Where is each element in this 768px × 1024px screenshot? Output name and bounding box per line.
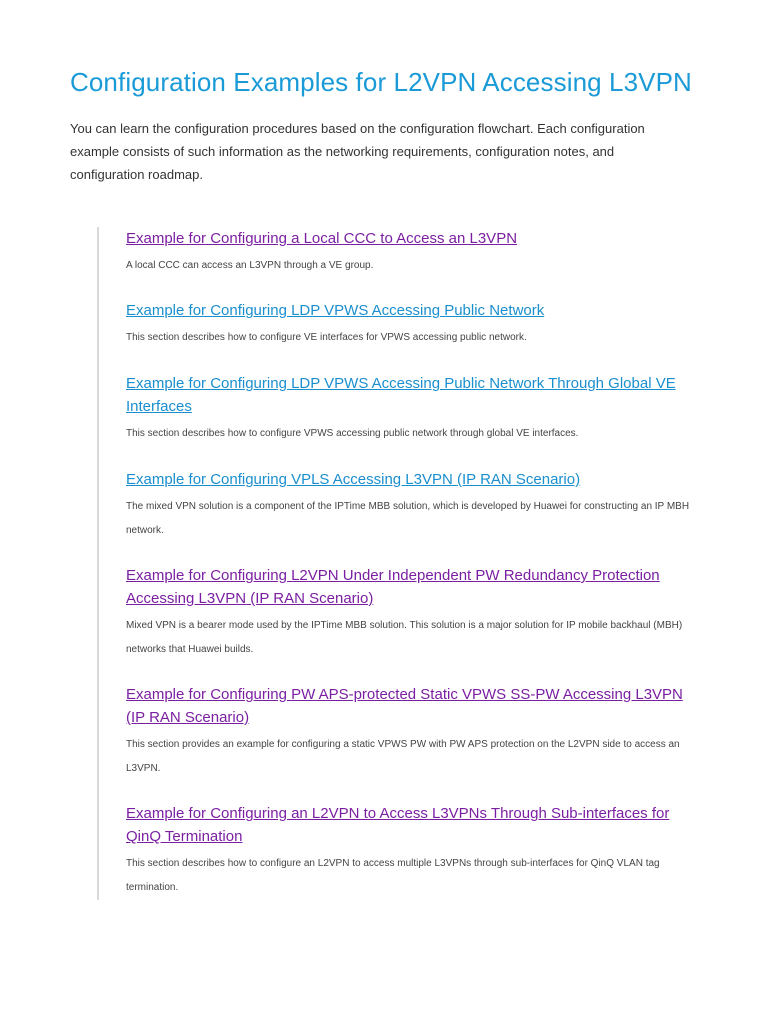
list-item (126, 683, 696, 781)
example-description: This section describes how to configure VE interfaces for VPWS accessing public network. (126, 332, 527, 343)
example-link-ldp-vpws[interactable]: Example for Configuring LDP VPWS Accessing Public Network (126, 302, 545, 319)
example-description: A local CCC can access an L3VPN through a VE group. (126, 260, 374, 271)
example-description: This section describes how to configure an L2VPN to access multiple L3VPNs through sub-interfaces for QinQ VLAN tag termination. (126, 858, 660, 893)
example-description: This section describes how to configure VPWS accessing public network through global VE interfaces. (126, 428, 579, 439)
example-link-pw-redundancy[interactable]: Example for Configuring L2VPN Under Independent PW Redundancy Protection Accessing L3VPN (IP RAN Scenario) (126, 567, 660, 607)
list-item (126, 564, 696, 662)
page-title: Configuration Examples for L2VPN Accessing L3VPN (70, 67, 692, 97)
example-link-local-ccc[interactable]: Example for Configuring a Local CCC to Access an L3VPN (126, 230, 518, 247)
list-item (126, 372, 696, 446)
examples-list (97, 227, 709, 900)
example-description: This section provides an example for configuring a static VPWS PW with PW APS protection on the L2VPN side to access an L3VPN. (126, 739, 680, 774)
example-link-vpls[interactable]: Example for Configuring VPLS Accessing L3VPN (IP RAN Scenario) (126, 471, 581, 488)
list-item (126, 299, 696, 350)
example-link-ldp-vpws-global-ve[interactable]: Example for Configuring LDP VPWS Accessing Public Network Through Global VE Interfaces (126, 375, 676, 415)
list-item (126, 227, 696, 278)
example-description: The mixed VPN solution is a component of the IPTime MBB solution, which is developed by Huawei for constructing an IP MBH network. (126, 501, 690, 536)
intro-paragraph: You can learn the configuration procedures based on the configuration flowchart. Each configuration example consists of such information as the networking requirements, configuration notes, and configuration roadmap. (70, 121, 645, 182)
example-description: Mixed VPN is a bearer mode used by the IPTime MBB solution. This solution is a major solution for IP mobile backhaul (MBH) networks that Huawei builds. (126, 620, 683, 655)
example-link-qinq[interactable]: Example for Configuring an L2VPN to Access L3VPNs Through Sub-interfaces for QinQ Termination (126, 805, 670, 845)
example-link-pw-aps[interactable]: Example for Configuring PW APS-protected Static VPWS SS-PW Accessing L3VPN (IP RAN Scenario) (126, 686, 683, 726)
list-item (126, 802, 696, 900)
list-item (126, 468, 696, 543)
